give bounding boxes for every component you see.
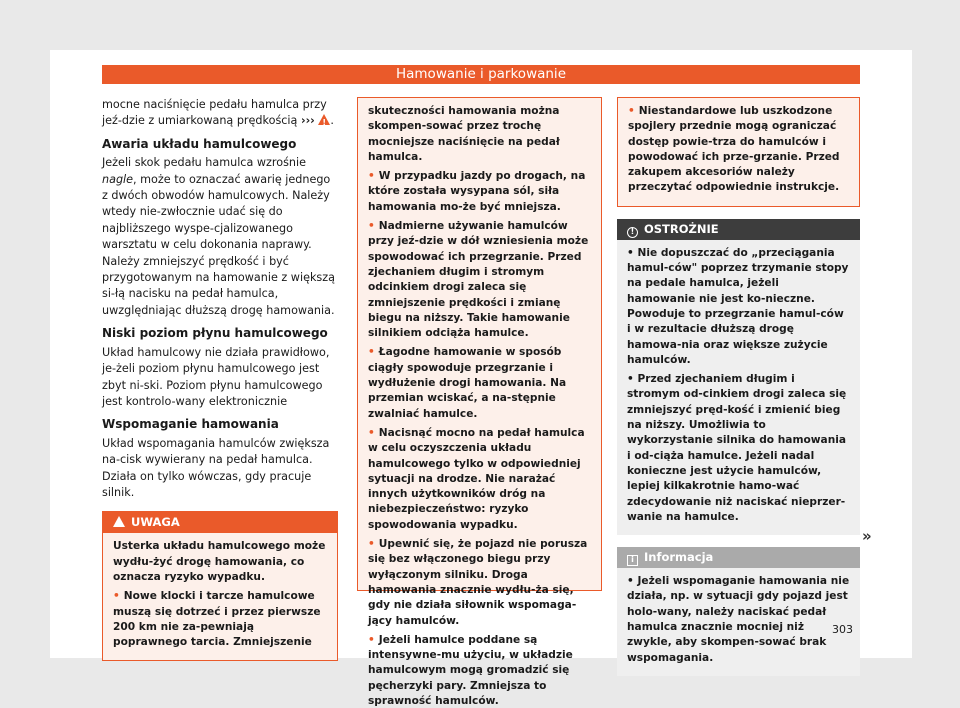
info-box-body: • Jeżeli wspomaganie hamowania nie działa, np. w sytuacji gdy pojazd jest holo-wany, należy naciskać pedał hamulca znacznie mocniej niż zwykle, aby skompen-sować brak wspomagania. [617, 568, 860, 676]
caution-box [617, 219, 860, 535]
bullet-icon: • [368, 426, 375, 439]
section-text-low-fluid: Układ hamulcowy nie działa prawidłowo, je-żeli poziom płynu hamulcowego jest zbyt ni-ski. Poziom płynu hamulcowego jest kontrolo-wany elektronicznie [102, 345, 330, 408]
warning-box [102, 511, 338, 661]
column-3 [617, 97, 860, 676]
warning-box-continued: skuteczności hamowania można skompen-sować przez trochę mocniejsze naciśnięcie na pedał hamulca. • W przypadku jazdy po drogach, na które została wysypana sól, siła hamowania mo-że być mniejsza. • Nadmierne używanie hamulców przy jeź-dzie w dół wzniesienia może spowodować ich przegrzanie. Przed zjechaniem długim i stromym odcinkiem drogi zaleca się zmniejszenie prędkości i zmianę biegu na niższy. Takie hamowanie silnikiem odciąża hamulce. • Łagodne hamowanie w sposób ciągły spowoduje przegrzanie i wydłużenie drogi hamowania. Na przemian wciskać, a na-stępnie zwalniać hamulce. • Nacisnąć mocno na pedał hamulca w celu oczyszczenia układu hamulcowego tylko w odpowiedniej sytuacji na drodze. Nie narażać innych użytkowników dróg na niebezpieczeństwo: ryzyko spowodowania wypadku. • Upewnić się, że pojazd nie porusza się bez włączonego biegu przy wyłączonym silniku. Droga hamowania znacznie wydłu-ża się, gdy nie działa siłownik wspomaga-jący hamulców. • Jeżeli hamulce poddane są intensywne-mu użyciu, w układzie hamulcowym mogą gromadzić się pęcherzyki pary. Zmniejsza to sprawność hamulców. [357, 97, 602, 591]
warning-icon [318, 114, 330, 125]
section-text-brake-failure: Jeżeli skok pedału hamulca wzrośnie nagle, może to oznaczać awarię jednego z dwóch obwodów hamulcowych. Należy wtedy nie-zwłocznie udać się do najbliższego wyspe-cjalizowanego warsztatu w celu dokonania naprawy. Należy zmniejszyć prędkość i być przygotowanym na hamowanie z większą si-łą nacisku na pedał hamulca, uwzględniając dłuższą drogę hamowania. [102, 156, 335, 317]
page-number: 303 [832, 623, 853, 636]
section-title-low-fluid: Niski poziom płynu hamulcowego [102, 326, 328, 341]
bullet-icon: • [627, 373, 638, 386]
bullet-icon: • [368, 346, 375, 359]
info-icon: i [627, 555, 638, 566]
page-header: Hamowanie i parkowanie [102, 65, 860, 84]
manual-page [50, 50, 912, 707]
caution-box-body: • Nie dopuszczać do „przeciągania hamul-ców" poprzez trzymanie stopy na pedale hamulca, jeżeli hamowanie nie jest ko-nieczne. Powoduje to przegrzanie hamul-ców i w rezultacie dłuższą drogę hamowa-nia oraz większe zużycie hamulców. • Przed zjechaniem długim i stromym od-cinkiem drogi zaleca się zmniejszyć pręd-kość i zmienić bieg na niższy. Umożliwia to wykorzystanie silnika do hamowania i od-ciąża hamulce. Jeżeli nadal konieczne jest użycie hamulców, lepiej kilkakrotnie hamo-wać zdecydowanie niż naciskać nieprzer-wanie na hamulce. [617, 240, 860, 535]
bullet-icon: • [368, 220, 375, 233]
bullet-icon: • [627, 575, 638, 588]
column-1 [102, 97, 338, 661]
caution-box-header: ! OSTROŻNIE [617, 219, 860, 240]
warning-icon [113, 516, 125, 527]
bullet-icon: • [368, 633, 375, 646]
info-box-header: i Informacja [617, 547, 860, 568]
bullet-icon: • [627, 246, 638, 259]
continue-arrow-icon: » [862, 527, 872, 545]
caution-icon: ! [627, 227, 638, 238]
section-title-brake-failure: Awaria układu hamulcowego [102, 136, 297, 151]
section-title-brake-assist: Wspomaganie hamowania [102, 417, 279, 432]
warning-box-continued-2: • Niestandardowe lub uszkodzone spojlery przednie mogą ograniczać dostęp powie-trza do hamulców i powodować ich prze-grzanie. Przed zakupem akcesoriów należy przeczytać odpowiednie instrukcje. [617, 97, 860, 207]
bullet-icon: • [368, 170, 375, 183]
warning-box-header: UWAGA [103, 512, 337, 533]
intro-paragraph: mocne naciśnięcie pedału hamulca przy jeź-dzie z umiarkowaną prędkością ››› ! . [102, 97, 338, 130]
section-text-brake-assist: Układ wspomagania hamulców zwiększa na-cisk wywierany na pedał hamulca. Działa on tylko wówczas, gdy pracuje silnik. [102, 436, 330, 499]
cross-reference[interactable]: ››› [300, 114, 315, 128]
bullet-icon: • [368, 538, 375, 551]
bullet-icon: • [628, 105, 635, 117]
column-2 [357, 97, 602, 707]
bullet-icon: • [113, 590, 120, 603]
info-box [617, 547, 860, 676]
warning-box-body: Usterka układu hamulcowego może wydłu-żyć drogę hamowania, co oznacza ryzyko wypadku. • Nowe klocki i tarcze hamulcowe muszą się dotrzeć i przez pierwsze 200 km nie za-pewniają poprawnego tarcia. Zmniejszenie [113, 540, 326, 649]
